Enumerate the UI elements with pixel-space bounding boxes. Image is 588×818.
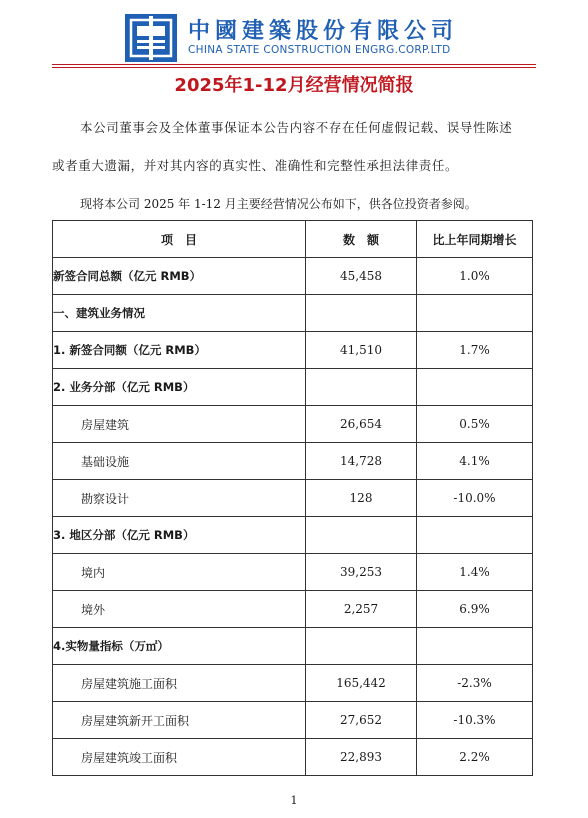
row-value: 165,442 [306,665,417,702]
table-row [53,628,533,665]
table-row [53,332,533,369]
table-row [53,702,533,739]
row-growth [417,369,533,406]
row-value: 41,510 [306,332,417,369]
row-label: 一、建筑业务情况 [53,295,306,332]
table-row [53,406,533,443]
header-item: 项 目 [53,221,306,258]
company-name-en: CHINA STATE CONSTRUCTION ENGRG.CORP.LTD [188,44,451,56]
row-label: 房屋建筑新开工面积 [53,702,306,739]
row-value [306,517,417,554]
row-value [306,369,417,406]
row-label: 房屋建筑 [53,406,306,443]
row-label: 房屋建筑施工面积 [53,665,306,702]
row-label: 基础设施 [53,443,306,480]
row-value [306,628,417,665]
header-growth: 比上年同期增长 [417,221,533,258]
row-growth: -10.0% [417,480,533,517]
row-growth [417,517,533,554]
row-growth: 6.9% [417,591,533,628]
row-value: 45,458 [306,258,417,295]
table-row [53,369,533,406]
row-growth: 4.1% [417,443,533,480]
row-growth [417,295,533,332]
row-label: 2. 业务分部（亿元 RMB） [53,369,306,406]
table-row [53,443,533,480]
table-row [53,554,533,591]
row-growth: -10.3% [417,702,533,739]
row-growth: 0.5% [417,406,533,443]
row-growth: -2.3% [417,665,533,702]
table-row [53,480,533,517]
intro-line-2: 或者重大遗漏，并对其内容的真实性、准确性和完整性承担法律责任。 [52,158,459,173]
operating-data-table [52,220,533,776]
header-divider-thin [52,67,536,68]
table-row [53,739,533,776]
row-label: 房屋建筑竣工面积 [53,739,306,776]
row-label: 1. 新签合同额（亿元 RMB） [53,332,306,369]
row-label: 勘察设计 [53,480,306,517]
report-title: 2025年1-12月经营情况简报 [174,75,414,96]
row-label: 4.实物量指标（万㎡） [53,628,306,665]
row-value: 128 [306,480,417,517]
row-growth: 1.0% [417,258,533,295]
row-growth [417,628,533,665]
row-value: 14,728 [306,443,417,480]
row-label: 境外 [53,591,306,628]
cscec-logo-icon [125,14,177,62]
row-growth: 1.7% [417,332,533,369]
table-row [53,517,533,554]
table-row [53,665,533,702]
table-row [53,295,533,332]
table-row [53,591,533,628]
row-value: 2,257 [306,591,417,628]
table-row [53,258,533,295]
table-header-row [53,221,533,258]
row-label: 新签合同总额（亿元 RMB） [53,258,306,295]
row-growth: 2.2% [417,739,533,776]
company-name-cn: 中國建築股份有限公司 [188,19,459,44]
header-amount: 数 额 [306,221,417,258]
row-value: 39,253 [306,554,417,591]
intro-line-1: 本公司董事会及全体董事保证本公告内容不存在任何虚假记载、误导性陈述 [80,120,513,135]
row-value [306,295,417,332]
header-divider [52,64,536,65]
row-value: 27,652 [306,702,417,739]
page-number: 1 [290,794,298,807]
row-growth: 1.4% [417,554,533,591]
intro-line-3: 现将本公司 2025 年 1-12 月主要经营情况公布如下，供各位投资者参阅。 [80,197,477,211]
row-label: 境内 [53,554,306,591]
row-value: 22,893 [306,739,417,776]
row-value: 26,654 [306,406,417,443]
row-label: 3. 地区分部（亿元 RMB） [53,517,306,554]
